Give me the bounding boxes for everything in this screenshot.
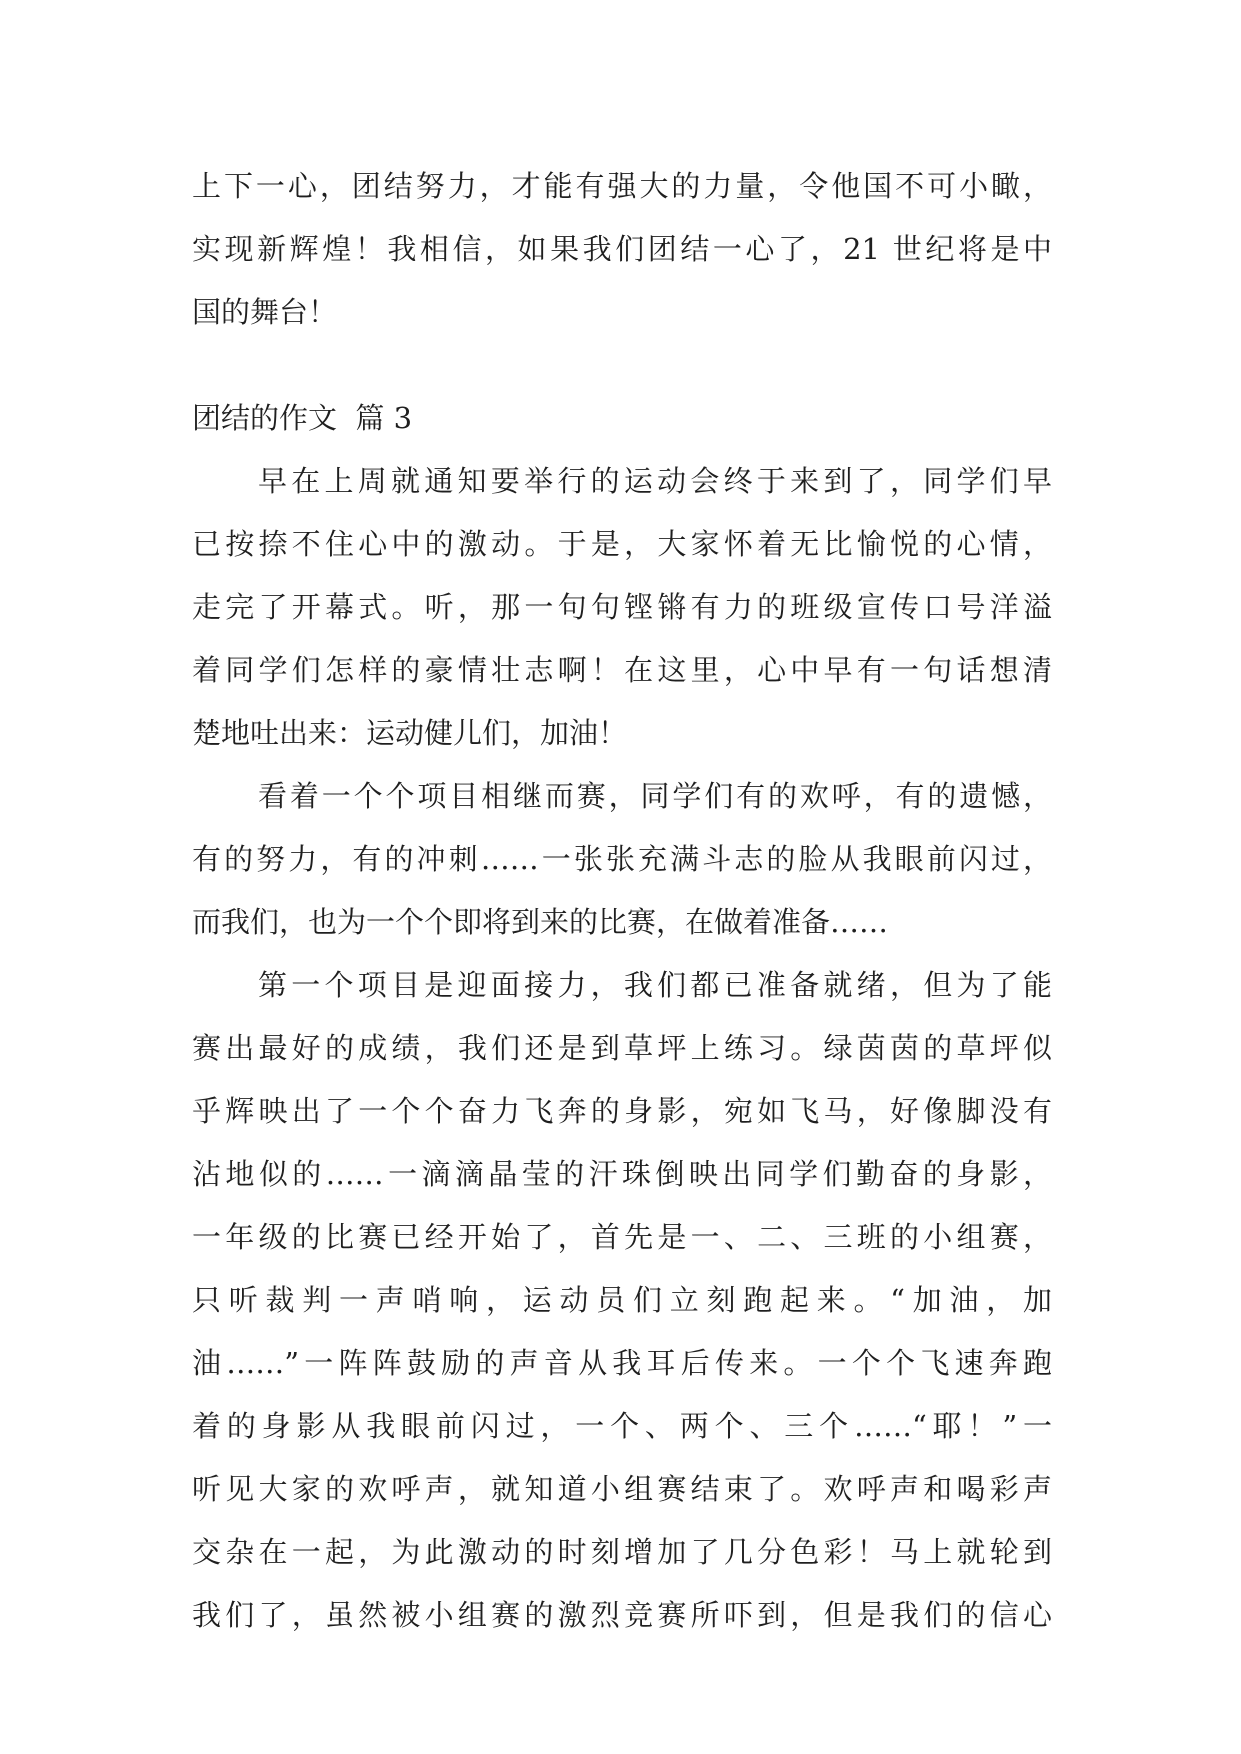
text-line: 赛出最好的成绩，我们还是到草坪上练习。绿茵茵的草坪似 bbox=[192, 1031, 1052, 1065]
text-line: 听见大家的欢呼声，就知道小组赛结束了。欢呼声和喝彩声 bbox=[192, 1472, 1052, 1506]
text-line: 沾地似的……一滴滴晶莹的汗珠倒映出同学们勤奋的身影， bbox=[192, 1157, 1052, 1191]
text-line: 只听裁判一声哨响，运动员们立刻跑起来。“加油，加 bbox=[192, 1283, 1052, 1317]
text-line: 早在上周就通知要举行的运动会终于来到了，同学们早 bbox=[258, 464, 1052, 498]
text-line: 上下一心，团结努力，才能有强大的力量，令他国不可小瞰， bbox=[192, 169, 1052, 203]
text-line: 国的舞台！ bbox=[192, 295, 338, 329]
text-line: 交杂在一起，为此激动的时刻增加了几分色彩！马上就轮到 bbox=[192, 1535, 1052, 1569]
text-line: 油……”一阵阵鼓励的声音从我耳后传来。一个个飞速奔跑 bbox=[192, 1346, 1052, 1380]
text-line: 实现新辉煌！我相信，如果我们团结一心了，21 世纪将是中 bbox=[192, 232, 1052, 266]
text-line: 第一个项目是迎面接力，我们都已准备就绪，但为了能 bbox=[258, 968, 1052, 1002]
text-line: 有的努力，有的冲刺……一张张充满斗志的脸从我眼前闪过， bbox=[192, 842, 1052, 876]
text-line: 我们了，虽然被小组赛的激烈竞赛所吓到，但是我们的信心 bbox=[192, 1598, 1052, 1632]
section-heading: 团结的作文 篇 3 bbox=[192, 401, 413, 435]
text-line: 已按捺不住心中的激动。于是，大家怀着无比愉悦的心情， bbox=[192, 527, 1052, 561]
text-line: 看着一个个项目相继而赛，同学们有的欢呼，有的遗憾， bbox=[258, 779, 1052, 813]
text-line: 走完了开幕式。听，那一句句铿锵有力的班级宣传口号洋溢 bbox=[192, 590, 1052, 624]
text-line: 着同学们怎样的豪情壮志啊！在这里，心中早有一句话想清 bbox=[192, 653, 1052, 687]
text-line: 着的身影从我眼前闪过，一个、两个、三个……“耶！”一 bbox=[192, 1409, 1052, 1443]
text-line: 乎辉映出了一个个奋力飞奔的身影，宛如飞马，好像脚没有 bbox=[192, 1094, 1052, 1128]
text-line: 而我们，也为一个个即将到来的比赛，在做着准备…… bbox=[192, 905, 889, 939]
text-line: 楚地吐出来：运动健儿们，加油！ bbox=[192, 716, 628, 750]
text-line: 一年级的比赛已经开始了，首先是一、二、三班的小组赛， bbox=[192, 1220, 1052, 1254]
